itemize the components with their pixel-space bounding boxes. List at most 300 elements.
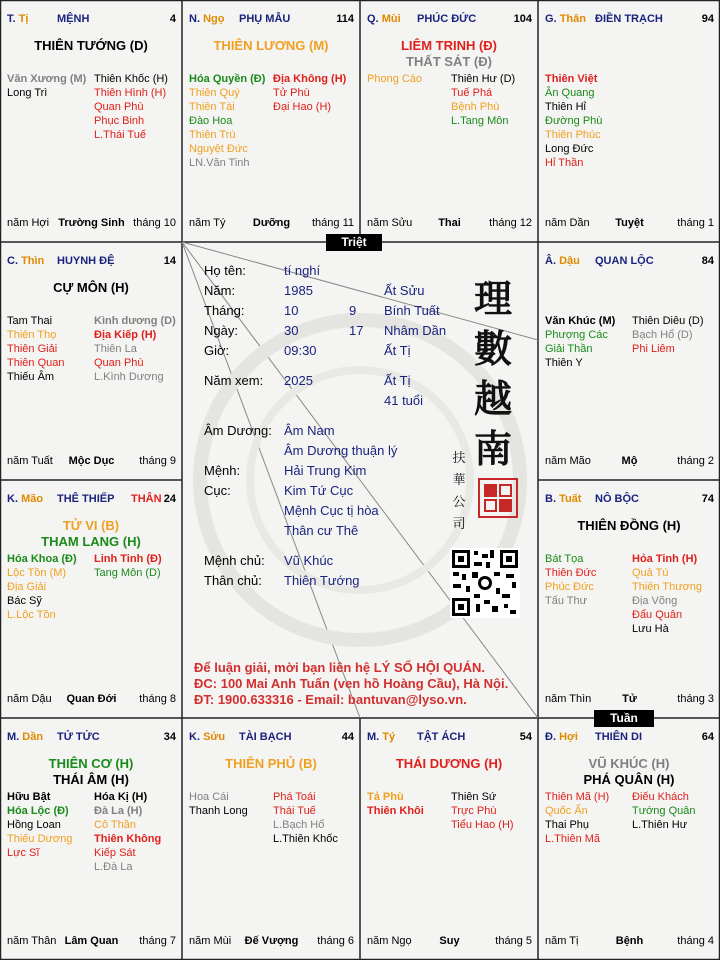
minor-star: Thái Tuế	[273, 805, 316, 817]
palace-number: 34	[163, 731, 176, 743]
palace-name: TỬ TỨC	[57, 731, 100, 743]
nam-xem-can-chi: Ất Tị	[384, 373, 411, 388]
minor-star: LN.Văn Tinh	[189, 157, 250, 169]
minor-star: L.Đà La	[94, 861, 133, 873]
palace-footer	[545, 935, 714, 948]
logo-char: 數	[473, 326, 512, 371]
footer-month: tháng 5	[495, 935, 532, 947]
main-stars	[182, 38, 360, 54]
minor-star: Tiểu Hao (H)	[451, 819, 514, 831]
cuc-label: Cục:	[204, 483, 231, 498]
palace-header	[367, 13, 532, 27]
footer-stage: Lâm Quan	[64, 935, 119, 947]
minor-stars-left	[7, 72, 86, 100]
footer-stage: Tuyệt	[615, 217, 644, 229]
center-panel	[182, 242, 538, 718]
palace-cell	[182, 0, 360, 242]
minor-star: Ân Quang	[545, 87, 595, 99]
minor-star: Đại Hao (H)	[273, 101, 332, 113]
ngay-can-chi: Nhâm Dần	[384, 323, 447, 338]
minor-star: Bác Sỹ	[7, 595, 42, 607]
minor-star: Hồng Loan	[7, 819, 61, 831]
minor-star: Văn Xương (M)	[7, 73, 87, 85]
palace-footer	[545, 693, 714, 706]
minor-star: Tuế Phá	[451, 87, 493, 99]
palace-branch: Dậu	[559, 255, 580, 267]
palace-number: 14	[163, 255, 176, 267]
minor-star: Phượng Các	[545, 329, 608, 341]
logo-side-char: 華	[452, 473, 466, 488]
nam-can-chi: Ất Sửu	[384, 283, 425, 298]
main-stars	[0, 38, 182, 54]
minor-star: Đà La (H)	[94, 805, 143, 817]
tuoi-value: 41 tuổi	[384, 393, 424, 408]
palace-header	[7, 493, 176, 507]
palace-stem: C.	[7, 255, 18, 267]
minor-star: Tả Phù	[367, 791, 404, 803]
minor-star: L.Tang Môn	[451, 115, 509, 127]
minor-star: L.Thái Tuế	[94, 129, 146, 141]
palace-footer	[189, 935, 354, 948]
palace-stem: M.	[367, 731, 380, 743]
minor-star: Phá Toái	[273, 791, 316, 803]
am-duong-value-2: Âm Dương thuận lý	[284, 443, 398, 458]
palace-name: THÊ THIẾP	[57, 493, 115, 505]
minor-star: Quả Tú	[632, 567, 669, 579]
footer-month: tháng 1	[677, 217, 714, 229]
footer-year: năm Mão	[545, 455, 591, 467]
palace-header	[189, 731, 354, 745]
footer-month: tháng 6	[317, 935, 354, 947]
minor-star: Thiên Diêu (D)	[632, 315, 704, 327]
minor-star: Thiên Quan	[7, 357, 65, 369]
main-star: THẤT SÁT (Đ)	[406, 54, 492, 69]
than-chu-label: Thân chủ:	[204, 573, 262, 588]
palace-footer	[189, 217, 354, 230]
ngay-value: 30	[284, 323, 299, 338]
contact-line-1: Để luận giải, mời bạn liên hệ LÝ SỐ HỘI QUÁN.	[194, 660, 485, 675]
palace-cell	[0, 0, 182, 242]
palace-header	[545, 731, 714, 745]
palace-name: ĐIỀN TRẠCH	[595, 13, 663, 25]
palace-footer	[7, 455, 176, 468]
logo-calligraphy	[470, 274, 516, 474]
footer-month: tháng 12	[489, 217, 532, 229]
minor-star: L.Kình Dương	[94, 371, 164, 383]
minor-star: Hóa Khoa (Đ)	[7, 553, 77, 565]
ngay-am: 17	[349, 323, 364, 338]
palace-branch: Hợi	[559, 731, 578, 743]
footer-stage: Dưỡng	[252, 217, 291, 229]
minor-star: Thiên Đức	[545, 567, 597, 579]
logo-char: 越	[473, 376, 512, 421]
palace-branch: Mão	[21, 493, 44, 505]
minor-star: Cô Thần	[94, 819, 136, 831]
minor-stars-left	[7, 552, 77, 622]
minor-star: Điếu Khách	[632, 791, 689, 803]
palace-name: NÔ BỘC	[595, 493, 639, 505]
palace-footer	[367, 217, 532, 230]
minor-star: Long Trì	[7, 87, 48, 99]
minor-star: Thiên Sứ	[451, 791, 497, 803]
seal-stamp-icon	[478, 478, 518, 518]
palace-name: THIÊN DI	[595, 731, 643, 743]
minor-star: Thiên Hình (H)	[94, 87, 167, 99]
main-star: THIÊN PHỦ (B)	[225, 756, 317, 771]
tuan-tag: Tuần	[594, 710, 654, 727]
minor-star: Thiên Khốc (H)	[94, 73, 168, 85]
palace-number: 24	[163, 493, 176, 505]
main-stars	[360, 38, 538, 70]
palace-stem: T.	[7, 13, 16, 25]
footer-year: năm Thìn	[545, 693, 592, 705]
minor-star: Lộc Tồn (M)	[7, 567, 67, 579]
palace-name: PHÚC ĐỨC	[417, 13, 477, 25]
contact-line-2: ĐC: 100 Mai Anh Tuấn (ven hồ Hoàng Cầu), Hà Nội.	[194, 676, 509, 691]
minor-star: L.Bạch Hổ	[273, 819, 325, 831]
minor-stars-right	[451, 72, 515, 128]
minor-stars-right	[94, 72, 168, 142]
am-duong-label: Âm Dương:	[204, 423, 272, 438]
minor-stars-right	[273, 790, 338, 846]
palace-stem: K.	[189, 731, 200, 743]
footer-month: tháng 2	[677, 455, 714, 467]
minor-star: Thiên Khôi	[367, 805, 424, 817]
minor-star: Đẩu Quân	[632, 609, 683, 621]
ho-ten-label: Họ tên:	[204, 263, 246, 278]
footer-year: năm Mùi	[189, 935, 232, 947]
palace-footer	[545, 455, 714, 468]
contact-line-3: ĐT: 1900.633316 - Email: bantuvan@lyso.vn.	[194, 692, 467, 707]
minor-star: Hóa Kị (H)	[94, 791, 148, 803]
minor-stars-right	[632, 552, 702, 636]
main-stars	[0, 756, 182, 788]
minor-star: Thiên Không	[94, 833, 162, 845]
footer-year: năm Hợi	[7, 217, 50, 229]
minor-star: Kình dương (D)	[94, 315, 176, 327]
palace-number: 104	[513, 13, 532, 25]
palace-name: QUAN LỘC	[595, 255, 654, 267]
main-stars	[360, 756, 538, 772]
palace-header	[189, 13, 354, 27]
palace-name: HUYNH ĐỆ	[57, 255, 115, 267]
footer-year: năm Ngọ	[367, 935, 412, 947]
footer-month: tháng 3	[677, 693, 714, 705]
menh-value: Hải Trung Kim	[284, 463, 367, 478]
palace-number: 44	[341, 731, 354, 743]
footer-stage: Đế Vượng	[244, 935, 299, 947]
minor-star: Lực Sĩ	[7, 847, 40, 859]
minor-star: Thiên Thương	[632, 581, 703, 593]
main-stars	[0, 518, 182, 550]
minor-star: Bệnh Phù	[451, 101, 500, 113]
footer-month: tháng 9	[139, 455, 176, 467]
minor-stars-left	[545, 314, 615, 370]
minor-star: Tử Phù	[273, 87, 310, 99]
minor-star: L.Thiên Mã	[545, 833, 601, 845]
ho-ten-value: tí nghí	[284, 263, 321, 278]
palace-branch: Ngọ	[203, 13, 225, 25]
palace-number: 64	[701, 731, 714, 743]
minor-stars-left	[7, 790, 72, 860]
palace-header	[545, 13, 714, 27]
minor-star: Địa Kiếp (H)	[94, 329, 157, 341]
minor-star: Hỉ Thần	[545, 157, 584, 169]
main-stars	[182, 756, 360, 772]
logo-side-text	[450, 448, 468, 536]
minor-star: Tướng Quân	[632, 805, 696, 817]
minor-star: Trực Phù	[451, 805, 497, 817]
menh-chu-label: Mệnh chủ:	[204, 553, 265, 568]
palace-number: 84	[701, 255, 714, 267]
menh-label: Mệnh:	[204, 463, 241, 478]
minor-star: Thiên Quý	[189, 87, 240, 99]
palace-stem: M.	[7, 731, 20, 743]
minor-star: Văn Khúc (M)	[545, 315, 616, 327]
palace-cell	[538, 242, 720, 480]
main-star: THAM LANG (H)	[41, 534, 141, 549]
minor-star: Quan Phù	[94, 101, 144, 113]
palace-branch: Mùi	[381, 13, 401, 25]
ngay-label: Ngày:	[204, 323, 238, 338]
minor-star: Lưu Hà	[632, 623, 669, 635]
minor-star: Kiếp Sát	[94, 847, 136, 859]
minor-stars-left	[189, 790, 248, 818]
thang-label: Tháng:	[204, 303, 245, 318]
palace-cell	[0, 242, 182, 480]
palace-stem: G.	[545, 13, 557, 25]
gio-value: 09:30	[284, 343, 317, 358]
main-star: TỬ VI (B)	[62, 518, 120, 533]
footer-year: năm Tị	[545, 935, 579, 947]
main-star: PHÁ QUÂN (H)	[583, 772, 675, 787]
minor-star: Thiên Việt	[545, 73, 598, 85]
minor-star: Thiên Y	[545, 357, 583, 369]
palace-name: TẬT ÁCH	[417, 731, 466, 743]
main-star: THÁI DƯƠNG (H)	[395, 756, 503, 771]
palace-branch: Thân	[559, 13, 586, 25]
palace-branch: Dần	[22, 731, 44, 743]
footer-month: tháng 4	[677, 935, 714, 947]
minor-star: Tang Môn (D)	[94, 567, 161, 579]
than-marker: THÂN	[131, 493, 162, 505]
palace-stem: Q.	[367, 13, 379, 25]
minor-stars-right	[94, 552, 162, 580]
palace-stem: K.	[7, 493, 18, 505]
palace-stem: Đ.	[545, 731, 556, 743]
footer-stage: Bệnh	[615, 935, 644, 947]
minor-star: Thiên Mã (H)	[545, 791, 610, 803]
nam-value: 1985	[284, 283, 313, 298]
palace-number: 94	[701, 13, 714, 25]
minor-star: L.Thiên Hư	[632, 819, 688, 831]
footer-month: tháng 11	[311, 217, 354, 229]
palace-footer	[367, 935, 532, 948]
minor-stars-left	[545, 552, 596, 608]
palace-header	[7, 731, 176, 745]
than-chu-value: Thiên Tướng	[284, 573, 360, 588]
minor-star: Thiên Giải	[7, 343, 58, 355]
minor-star: Thanh Long	[189, 805, 248, 817]
main-star: LIÊM TRINH (Đ)	[400, 38, 498, 53]
minor-star: Đường Phù	[545, 115, 603, 127]
logo-side-char: 司	[452, 517, 466, 532]
palace-stem: B.	[545, 493, 556, 505]
palace-branch: Tuất	[559, 493, 582, 505]
main-star: CỰ MÔN (H)	[53, 280, 129, 295]
minor-star: Hỏa Tinh (H)	[632, 553, 698, 565]
footer-year: năm Dần	[545, 217, 590, 229]
minor-stars-left	[545, 72, 602, 170]
thang-can-chi: Bính Tuất	[384, 303, 440, 318]
footer-month: tháng 7	[139, 935, 176, 947]
minor-star: Bạch Hổ (D)	[632, 329, 693, 341]
minor-stars-right	[94, 314, 176, 384]
logo-side-char: 公	[452, 495, 466, 510]
nam-xem-value: 2025	[284, 373, 313, 388]
palace-name: MỆNH	[57, 13, 90, 25]
minor-star: Thiếu Âm	[7, 371, 55, 383]
palace-cell	[538, 480, 720, 718]
palace-header	[367, 731, 532, 745]
minor-star: L.Lộc Tồn	[7, 609, 56, 621]
minor-star: Bát Tọa	[545, 553, 584, 565]
nam-xem-label: Năm xem:	[204, 373, 264, 388]
minor-star: Phong Cáo	[367, 73, 423, 85]
footer-stage: Trường Sinh	[58, 217, 125, 229]
main-stars	[0, 280, 182, 296]
palace-cell	[0, 480, 182, 718]
palace-branch: Tị	[18, 13, 29, 25]
footer-stage: Thai	[438, 217, 461, 229]
minor-star: Giải Thần	[545, 343, 593, 355]
main-stars	[538, 518, 720, 534]
footer-year: năm Tý	[189, 217, 226, 229]
minor-star: Nguyệt Đức	[189, 143, 248, 155]
minor-stars-right	[451, 790, 514, 832]
palace-footer	[7, 217, 176, 230]
minor-star: Phúc Đức	[545, 581, 594, 593]
palace-footer	[545, 217, 714, 230]
minor-star: Đào Hoa	[189, 115, 233, 127]
footer-month: tháng 10	[133, 217, 176, 229]
minor-stars-left	[545, 790, 609, 846]
thang-value: 10	[284, 303, 299, 318]
palace-stem: Â.	[545, 255, 556, 267]
minor-star: Phi Liêm	[632, 343, 675, 355]
palace-header	[545, 493, 714, 507]
palace-cell	[538, 718, 720, 960]
minor-star: Thiên Tài	[189, 101, 235, 113]
minor-star: Long Đức	[545, 143, 594, 155]
minor-star: Quan Phù	[94, 357, 144, 369]
minor-star: Thiên Hỉ	[545, 101, 586, 113]
palace-cell	[360, 0, 538, 242]
cuc-value-3: Thân cư Thê	[284, 523, 359, 538]
minor-star: Địa Không (H)	[273, 73, 347, 85]
minor-star: Thiếu Dương	[7, 833, 73, 845]
minor-stars-left	[7, 314, 64, 384]
palace-cell	[0, 718, 182, 960]
footer-year: năm Tuất	[7, 455, 53, 467]
am-duong-value: Âm Nam	[284, 423, 335, 438]
triet-tag: Triệt	[326, 234, 382, 251]
palace-footer	[7, 935, 176, 948]
palace-cell	[360, 718, 538, 960]
palace-cell	[182, 718, 360, 960]
footer-stage: Mộc Dục	[68, 455, 115, 467]
logo-char: 南	[473, 426, 512, 471]
logo-char: 理	[473, 276, 512, 321]
minor-star: L.Thiên Khốc	[273, 833, 338, 845]
minor-star: Thiên Phúc	[545, 129, 601, 141]
footer-stage: Quan Đới	[66, 693, 117, 705]
footer-stage: Tử	[622, 693, 637, 705]
main-stars	[538, 756, 720, 788]
minor-star: Linh Tinh (Đ)	[94, 553, 162, 565]
main-star: THIÊN ĐỒNG (H)	[577, 518, 681, 533]
gio-label: Giờ:	[204, 343, 230, 358]
palace-header	[545, 255, 714, 269]
footer-year: năm Dậu	[7, 693, 52, 705]
footer-stage: Mộ	[621, 455, 638, 467]
palace-cell	[538, 0, 720, 242]
palace-number: 114	[336, 13, 354, 25]
minor-star: Thiên La	[94, 343, 137, 355]
main-star: THIÊN TƯỚNG (D)	[34, 38, 148, 53]
palace-number: 54	[519, 731, 532, 743]
cuc-value-2: Mệnh Cục tị hòa	[284, 503, 379, 518]
minor-star: Tam Thai	[7, 315, 53, 327]
minor-star: Hóa Lộc (Đ)	[7, 805, 69, 817]
thang-am: 9	[349, 303, 357, 318]
palace-footer	[7, 693, 176, 706]
minor-star: Hữu Bật	[7, 791, 51, 803]
minor-stars-right	[273, 72, 346, 114]
footer-month: tháng 8	[139, 693, 176, 705]
palace-header	[7, 255, 176, 269]
minor-stars-right	[94, 790, 161, 874]
minor-stars-left	[189, 72, 265, 170]
logo-side-char: 扶	[452, 451, 466, 466]
footer-year: năm Thân	[7, 935, 57, 947]
minor-star: Phục Binh	[94, 115, 145, 127]
minor-star: Địa Võng	[632, 595, 678, 607]
minor-stars-left	[367, 72, 422, 86]
main-star: THIÊN LƯƠNG (M)	[213, 38, 329, 53]
minor-star: Địa Giải	[7, 581, 47, 593]
cuc-value: Kim Tứ Cục	[284, 483, 354, 498]
palace-name: PHỤ MẪU	[239, 13, 291, 25]
palace-header	[7, 13, 176, 27]
qr-code-icon[interactable]	[450, 548, 520, 618]
minor-star: Thiên Hư (D)	[451, 73, 516, 85]
palace-branch: Tý	[382, 731, 396, 743]
palace-name: TÀI BẠCH	[239, 731, 292, 743]
palace-number: 74	[701, 493, 714, 505]
menh-chu-value: Vũ Khúc	[284, 553, 334, 568]
minor-star: Quốc Ấn	[545, 805, 588, 817]
palace-branch: Sửu	[203, 731, 226, 743]
minor-stars-right	[632, 790, 696, 832]
minor-star: Thiên Trù	[189, 129, 236, 141]
minor-stars-right	[632, 314, 704, 356]
palace-stem: N.	[189, 13, 200, 25]
nam-label: Năm:	[204, 283, 236, 298]
main-star: VŨ KHÚC (H)	[588, 756, 670, 771]
footer-stage: Suy	[439, 935, 460, 947]
minor-star: Tấu Thư	[545, 595, 588, 607]
